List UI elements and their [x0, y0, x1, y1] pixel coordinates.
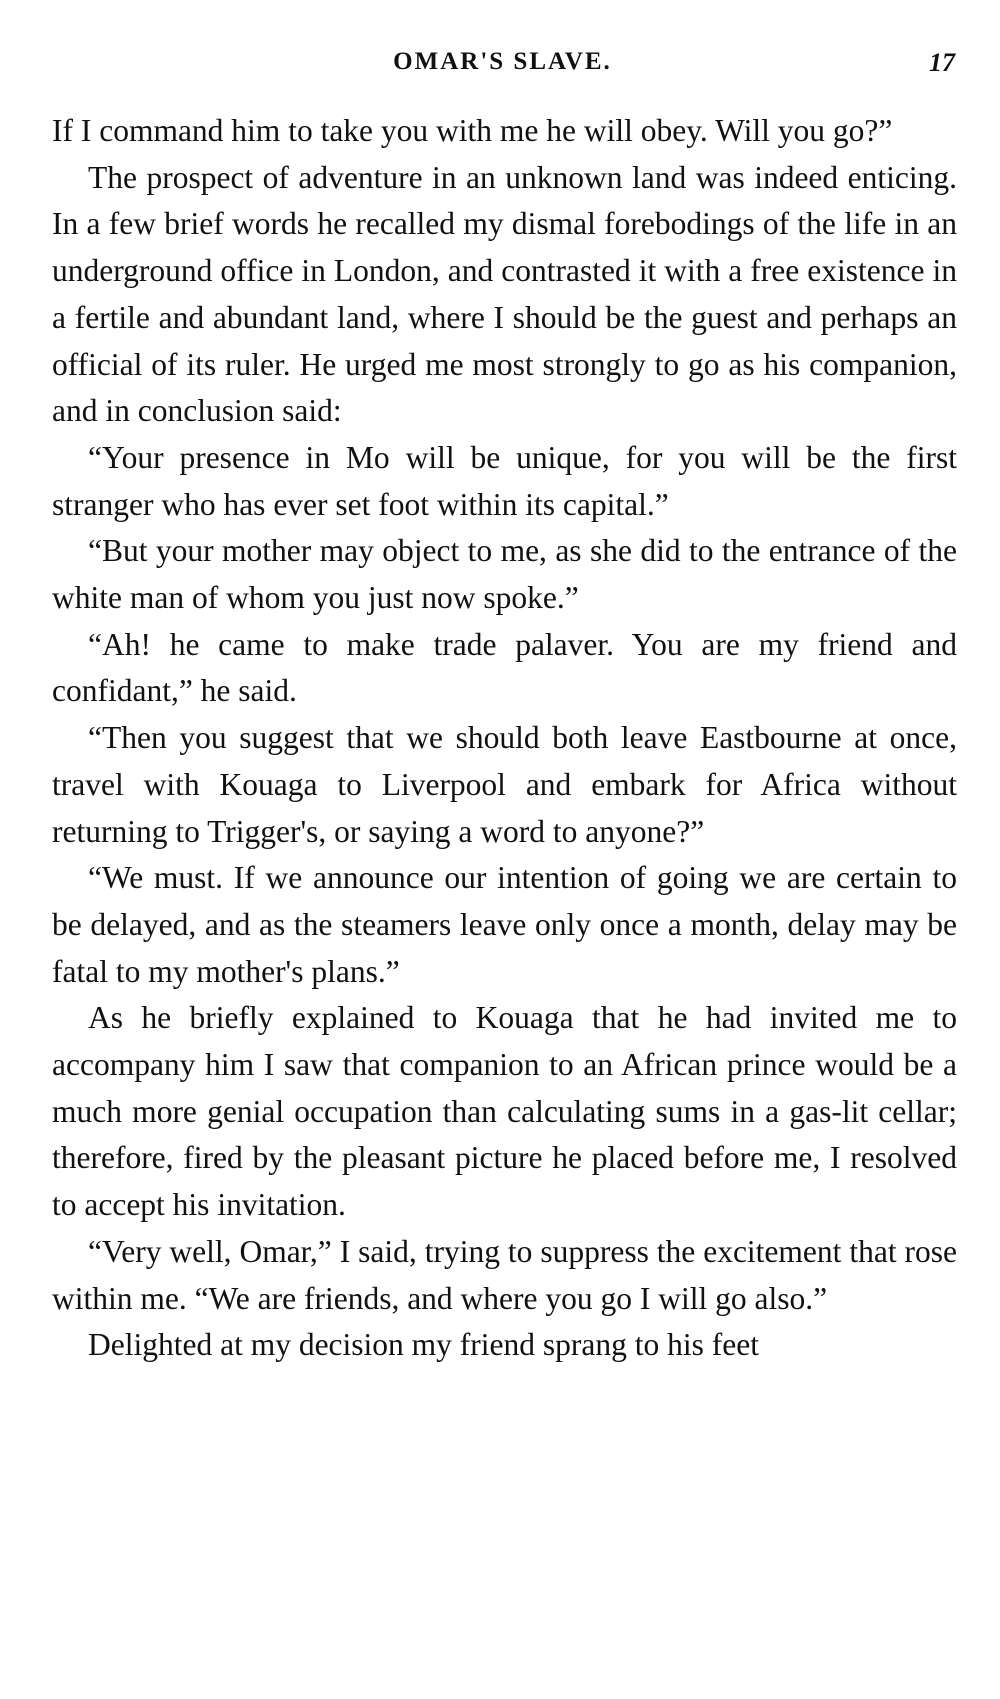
paragraph-5: “Ah! he came to make trade palaver. You are my friend and confidant,” he said.: [52, 626, 957, 709]
paragraph-4: “But your mother may object to me, as she did to the entrance of the white man of whom you just now spoke.”: [52, 533, 957, 616]
paragraph-9: “Very well, Omar,” I said, trying to suppress the excitement that rose within me. “We are friends, and where you go I will go also.”: [52, 1233, 957, 1316]
paragraph-10: Delighted at my decision my friend sprang to his feet: [88, 1327, 759, 1363]
body-text: [52, 108, 957, 1369]
page-number: 17: [929, 48, 955, 77]
paragraph-3: “Your presence in Mo will be unique, for you will be the first stranger who has ever set foot within its capital.”: [52, 439, 957, 522]
paragraph-6: “Then you suggest that we should both leave Eastbourne at once, travel with Kouaga to Liverpool and embark for Africa without returning to Trigger's, or saying a word to anyone?”: [52, 720, 957, 849]
paragraph-8: As he briefly explained to Kouaga that he had invited me to accompany him I saw that companion to an African prince would be a much more genial occupation than calculating sums in a gas-lit cellar; therefore, fired by the pleasant picture he placed before me, I resolved to accept his invitation.: [52, 1000, 957, 1223]
running-head: OMAR'S SLAVE.: [393, 48, 612, 75]
page-header: [50, 48, 955, 88]
paragraph-2: The prospect of adventure in an unknown land was indeed enticing. In a few brief words he recalled my dismal forebodings of the life in an underground office in London, and contrasted it with a free existence in a fertile and abundant land, where I should be the guest and perhaps an official of its ruler. He urged me most strongly to go as his companion, and in conclusion said:: [52, 159, 957, 429]
paragraph-1: If I command him to take you with me he will obey. Will you go?”: [52, 113, 893, 148]
paragraph-7: “We must. If we announce our intention of going we are certain to be delayed, and as the steamers leave only once a month, delay may be fatal to my mother's plans.”: [52, 860, 957, 989]
